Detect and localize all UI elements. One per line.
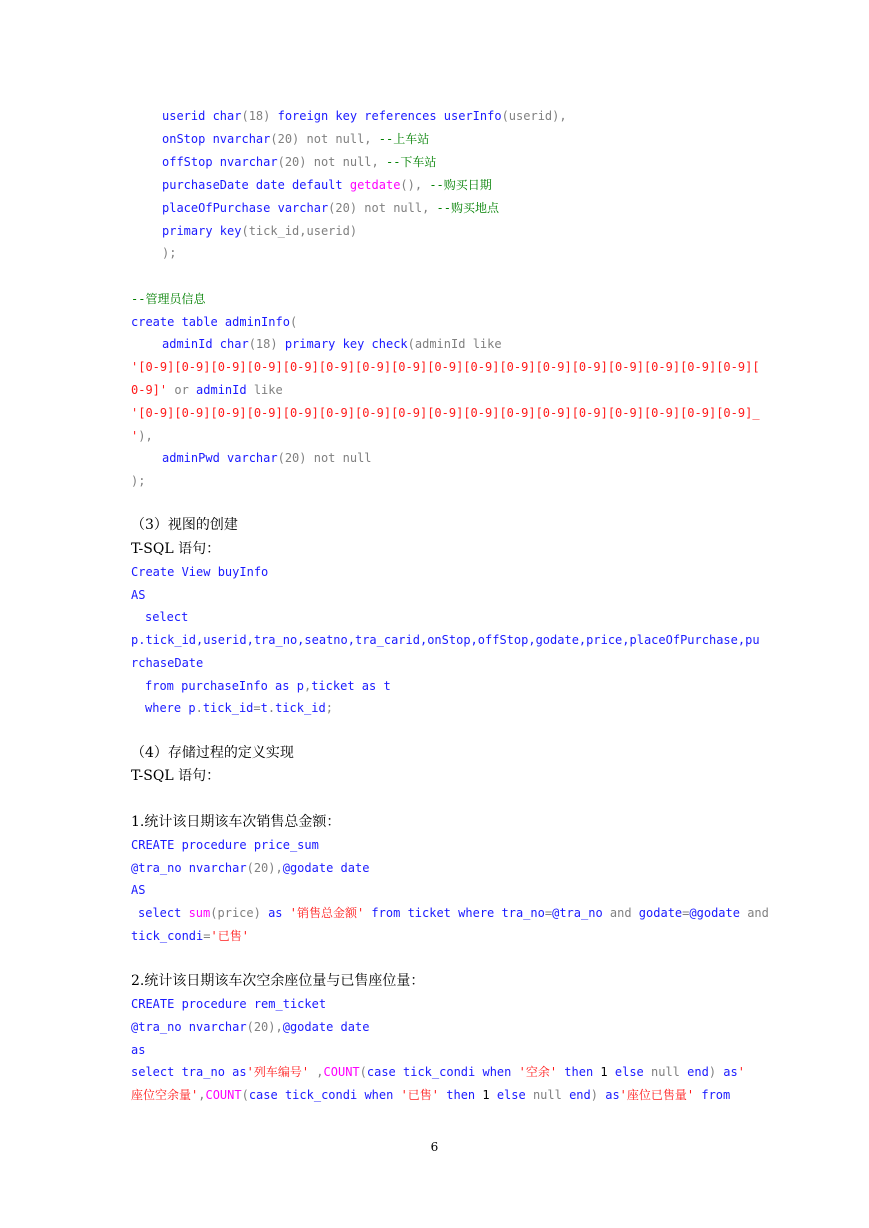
code-token: from xyxy=(364,906,408,920)
code-token: as xyxy=(232,1065,247,1079)
code-token: ) xyxy=(708,1065,724,1079)
code-token: (20) xyxy=(277,451,314,465)
code-token: as xyxy=(275,679,297,693)
code-token: (20) xyxy=(270,132,307,146)
code-token: where xyxy=(145,701,189,715)
code-token: as xyxy=(361,679,384,693)
code-token: null xyxy=(532,1088,570,1102)
code-token: tick_id xyxy=(275,701,326,715)
code-token: char xyxy=(212,109,242,123)
code-token: adminId xyxy=(196,383,254,397)
subsection-heading: 2.统计该日期该车次空余座位量与已售座位量： xyxy=(131,973,425,989)
code-token: end xyxy=(569,1088,591,1102)
code-token: @godate xyxy=(282,1020,341,1034)
code-line xyxy=(131,837,319,853)
code-comment: --管理员信息 xyxy=(131,292,206,306)
code-token: then xyxy=(439,1088,483,1102)
code-token: create table xyxy=(131,315,225,329)
code-string: '已售' xyxy=(210,929,249,943)
code-token: date default xyxy=(255,178,350,192)
code-token: , xyxy=(371,155,386,169)
code-token: ticket xyxy=(407,906,459,920)
code-token: , xyxy=(309,1065,324,1079)
code-token: date xyxy=(340,861,370,875)
code-token: = xyxy=(544,906,553,920)
code-token: rem_ticket xyxy=(253,997,327,1011)
code-token: 1 xyxy=(482,1088,497,1102)
code-token: @godate xyxy=(689,906,748,920)
code-token: and xyxy=(609,906,639,920)
code-line xyxy=(131,996,326,1012)
code-token: like xyxy=(472,337,502,351)
code-token: p xyxy=(296,679,304,693)
code-token: varchar xyxy=(277,201,329,215)
code-token: (20), xyxy=(246,861,283,875)
code-token: ) xyxy=(590,1088,606,1102)
code-token: nvarchar xyxy=(219,155,278,169)
code-token: adminPwd xyxy=(162,451,228,465)
code-token: tick_id xyxy=(202,701,254,715)
code-token: (tick_id,userid) xyxy=(241,224,358,238)
code-token: ; xyxy=(325,701,333,715)
code-token: from xyxy=(694,1088,731,1102)
code-token: @tra_no xyxy=(131,1020,189,1034)
code-token: then xyxy=(557,1065,601,1079)
code-line: AS xyxy=(131,588,146,602)
code-token: not null xyxy=(306,132,365,146)
code-token: tra_no xyxy=(181,1065,233,1079)
code-line xyxy=(131,1019,369,1035)
code-comment: --下车站 xyxy=(385,155,437,169)
code-token: userid xyxy=(162,109,213,123)
code-token: getdate xyxy=(349,178,401,192)
code-token: (), xyxy=(400,178,430,192)
code-token: , xyxy=(364,132,379,146)
code-token: (20), xyxy=(246,1020,283,1034)
code-token: else xyxy=(614,1065,651,1079)
code-token: or xyxy=(167,383,197,397)
code-token: ( xyxy=(241,1088,249,1102)
code-token: t xyxy=(260,701,268,715)
code-line xyxy=(162,223,357,239)
code-token: , xyxy=(303,679,312,693)
code-token: sum xyxy=(188,906,211,920)
code-token: (userid), xyxy=(501,109,567,123)
code-token: case xyxy=(366,1065,403,1079)
code-token: (20) xyxy=(277,155,314,169)
code-token: ), xyxy=(138,429,153,443)
code-token: t xyxy=(383,679,391,693)
code-string: ' xyxy=(131,429,139,443)
code-line: ); xyxy=(162,246,177,260)
code-token: tick_condi xyxy=(131,929,204,943)
code-token: . xyxy=(267,701,276,715)
code-token: like xyxy=(253,383,283,397)
code-token: not null xyxy=(364,201,423,215)
code-token: char xyxy=(219,337,249,351)
code-string: ' xyxy=(737,1065,745,1079)
code-line: as xyxy=(131,1043,146,1057)
code-string: '座位已售量' xyxy=(619,1088,695,1102)
code-token: (20) xyxy=(328,201,365,215)
code-token: price_sum xyxy=(253,838,319,852)
code-token: = xyxy=(253,701,261,715)
code-string: '空余' xyxy=(518,1065,558,1079)
code-token: godate xyxy=(638,906,683,920)
code-line xyxy=(162,200,499,216)
code-line xyxy=(162,108,567,124)
code-token: when xyxy=(482,1065,519,1079)
tsql-label: T-SQL 语句： xyxy=(131,541,221,557)
code-token: as xyxy=(605,1088,620,1102)
code-string: '列车编号' xyxy=(246,1065,310,1079)
code-token: (18) xyxy=(248,337,285,351)
code-token: foreign key references xyxy=(277,109,444,123)
code-token: offStop xyxy=(162,155,220,169)
code-token: case xyxy=(248,1088,285,1102)
code-line xyxy=(162,177,492,193)
code-token: not null xyxy=(313,451,372,465)
code-token: . xyxy=(195,701,203,715)
code-line xyxy=(131,860,369,876)
code-token: @tra_no xyxy=(552,906,610,920)
code-token: where xyxy=(458,906,502,920)
subsection-heading: 1.统计该日期该车次销售总金额： xyxy=(131,814,341,830)
code-token: tra_no xyxy=(501,906,545,920)
code-line: select xyxy=(145,610,189,624)
code-line xyxy=(131,928,249,944)
code-token: CREATE procedure xyxy=(131,997,254,1011)
code-token: nvarchar xyxy=(188,861,247,875)
code-token: when xyxy=(364,1088,401,1102)
code-token: as xyxy=(268,906,290,920)
code-token: COUNT xyxy=(323,1065,360,1079)
code-comment: --上车站 xyxy=(378,132,430,146)
code-token: as xyxy=(723,1065,738,1079)
code-token: p xyxy=(188,701,196,715)
code-line xyxy=(145,700,333,716)
code-token: @tra_no xyxy=(131,861,189,875)
code-token: (price) xyxy=(210,906,269,920)
code-token: select xyxy=(138,906,189,920)
code-token: else xyxy=(496,1088,533,1102)
code-line xyxy=(162,154,436,170)
code-line xyxy=(131,428,153,444)
code-comment: --购买地点 xyxy=(436,201,499,215)
code-token: select xyxy=(131,1065,182,1079)
code-line xyxy=(131,382,283,398)
code-token: varchar xyxy=(227,451,278,465)
code-token: adminInfo xyxy=(224,315,290,329)
code-token: placeOfPurchase xyxy=(162,201,278,215)
code-token: (18) xyxy=(241,109,278,123)
code-token: ticket xyxy=(311,679,362,693)
code-token: onStop xyxy=(162,132,213,146)
code-line xyxy=(131,314,297,330)
code-line xyxy=(131,1064,745,1080)
code-line xyxy=(138,905,769,921)
code-line xyxy=(162,131,429,147)
code-line xyxy=(162,336,502,352)
code-token: tick_condi xyxy=(284,1088,365,1102)
code-token: (adminId xyxy=(407,337,473,351)
code-line xyxy=(131,564,268,580)
code-token: COUNT xyxy=(205,1088,242,1102)
code-token: nvarchar xyxy=(188,1020,247,1034)
code-string: '[0-9][0-9][0-9][0-9][0-9][0-9][0-9][0-9][0-9][0-9][0-9][0-9][0-9][0-9][0-9][0-9][0-9][ xyxy=(131,360,760,374)
code-line xyxy=(131,1087,730,1103)
code-line: ); xyxy=(131,474,146,488)
code-line xyxy=(145,678,391,694)
code-line: AS xyxy=(131,883,146,897)
code-token: adminId xyxy=(162,337,220,351)
code-token: userInfo xyxy=(443,109,502,123)
code-token: primary key check xyxy=(284,337,408,351)
code-string: 座位空余量' xyxy=(131,1088,199,1102)
code-string: '[0-9][0-9][0-9][0-9][0-9][0-9][0-9][0-9][0-9][0-9][0-9][0-9][0-9][0-9][0-9][0-9][0-9]_ xyxy=(131,406,760,420)
code-token: ( xyxy=(359,1065,367,1079)
code-line: p.tick_id,userid,tra_no,seatno,tra_carid,onStop,offStop,godate,price,placeOfPurchase,pu xyxy=(131,633,760,647)
code-token: and xyxy=(747,906,769,920)
code-token: @godate xyxy=(282,861,341,875)
code-token: null xyxy=(651,1065,688,1079)
code-string: '销售总金额' xyxy=(289,906,365,920)
code-token: not null xyxy=(313,155,372,169)
code-token: CREATE procedure xyxy=(131,838,254,852)
code-token: tick_condi xyxy=(403,1065,483,1079)
code-line: rchaseDate xyxy=(131,656,204,670)
code-token: primary key xyxy=(162,224,242,238)
code-string: 0-9]' xyxy=(131,383,168,397)
code-line xyxy=(162,450,372,466)
code-token: = xyxy=(682,906,690,920)
code-token: ( xyxy=(289,315,298,329)
code-token: = xyxy=(203,929,211,943)
section-heading: （4）存储过程的定义实现 xyxy=(131,745,294,761)
code-token: , xyxy=(422,201,437,215)
code-string: '已售' xyxy=(400,1088,440,1102)
code-token: , xyxy=(198,1088,206,1102)
page-number: 6 xyxy=(430,1140,439,1154)
code-token: end xyxy=(687,1065,709,1079)
code-token: 1 xyxy=(600,1065,615,1079)
tsql-label: T-SQL 语句： xyxy=(131,768,221,784)
code-token: buyInfo xyxy=(217,565,269,579)
code-comment: --购买日期 xyxy=(429,178,492,192)
section-heading: （3）视图的创建 xyxy=(131,517,238,533)
code-token: nvarchar xyxy=(212,132,271,146)
code-token: purchaseInfo xyxy=(181,679,276,693)
code-token: date xyxy=(340,1020,370,1034)
code-token: Create View xyxy=(131,565,218,579)
code-token: from xyxy=(145,679,182,693)
code-token: purchaseDate xyxy=(162,178,256,192)
